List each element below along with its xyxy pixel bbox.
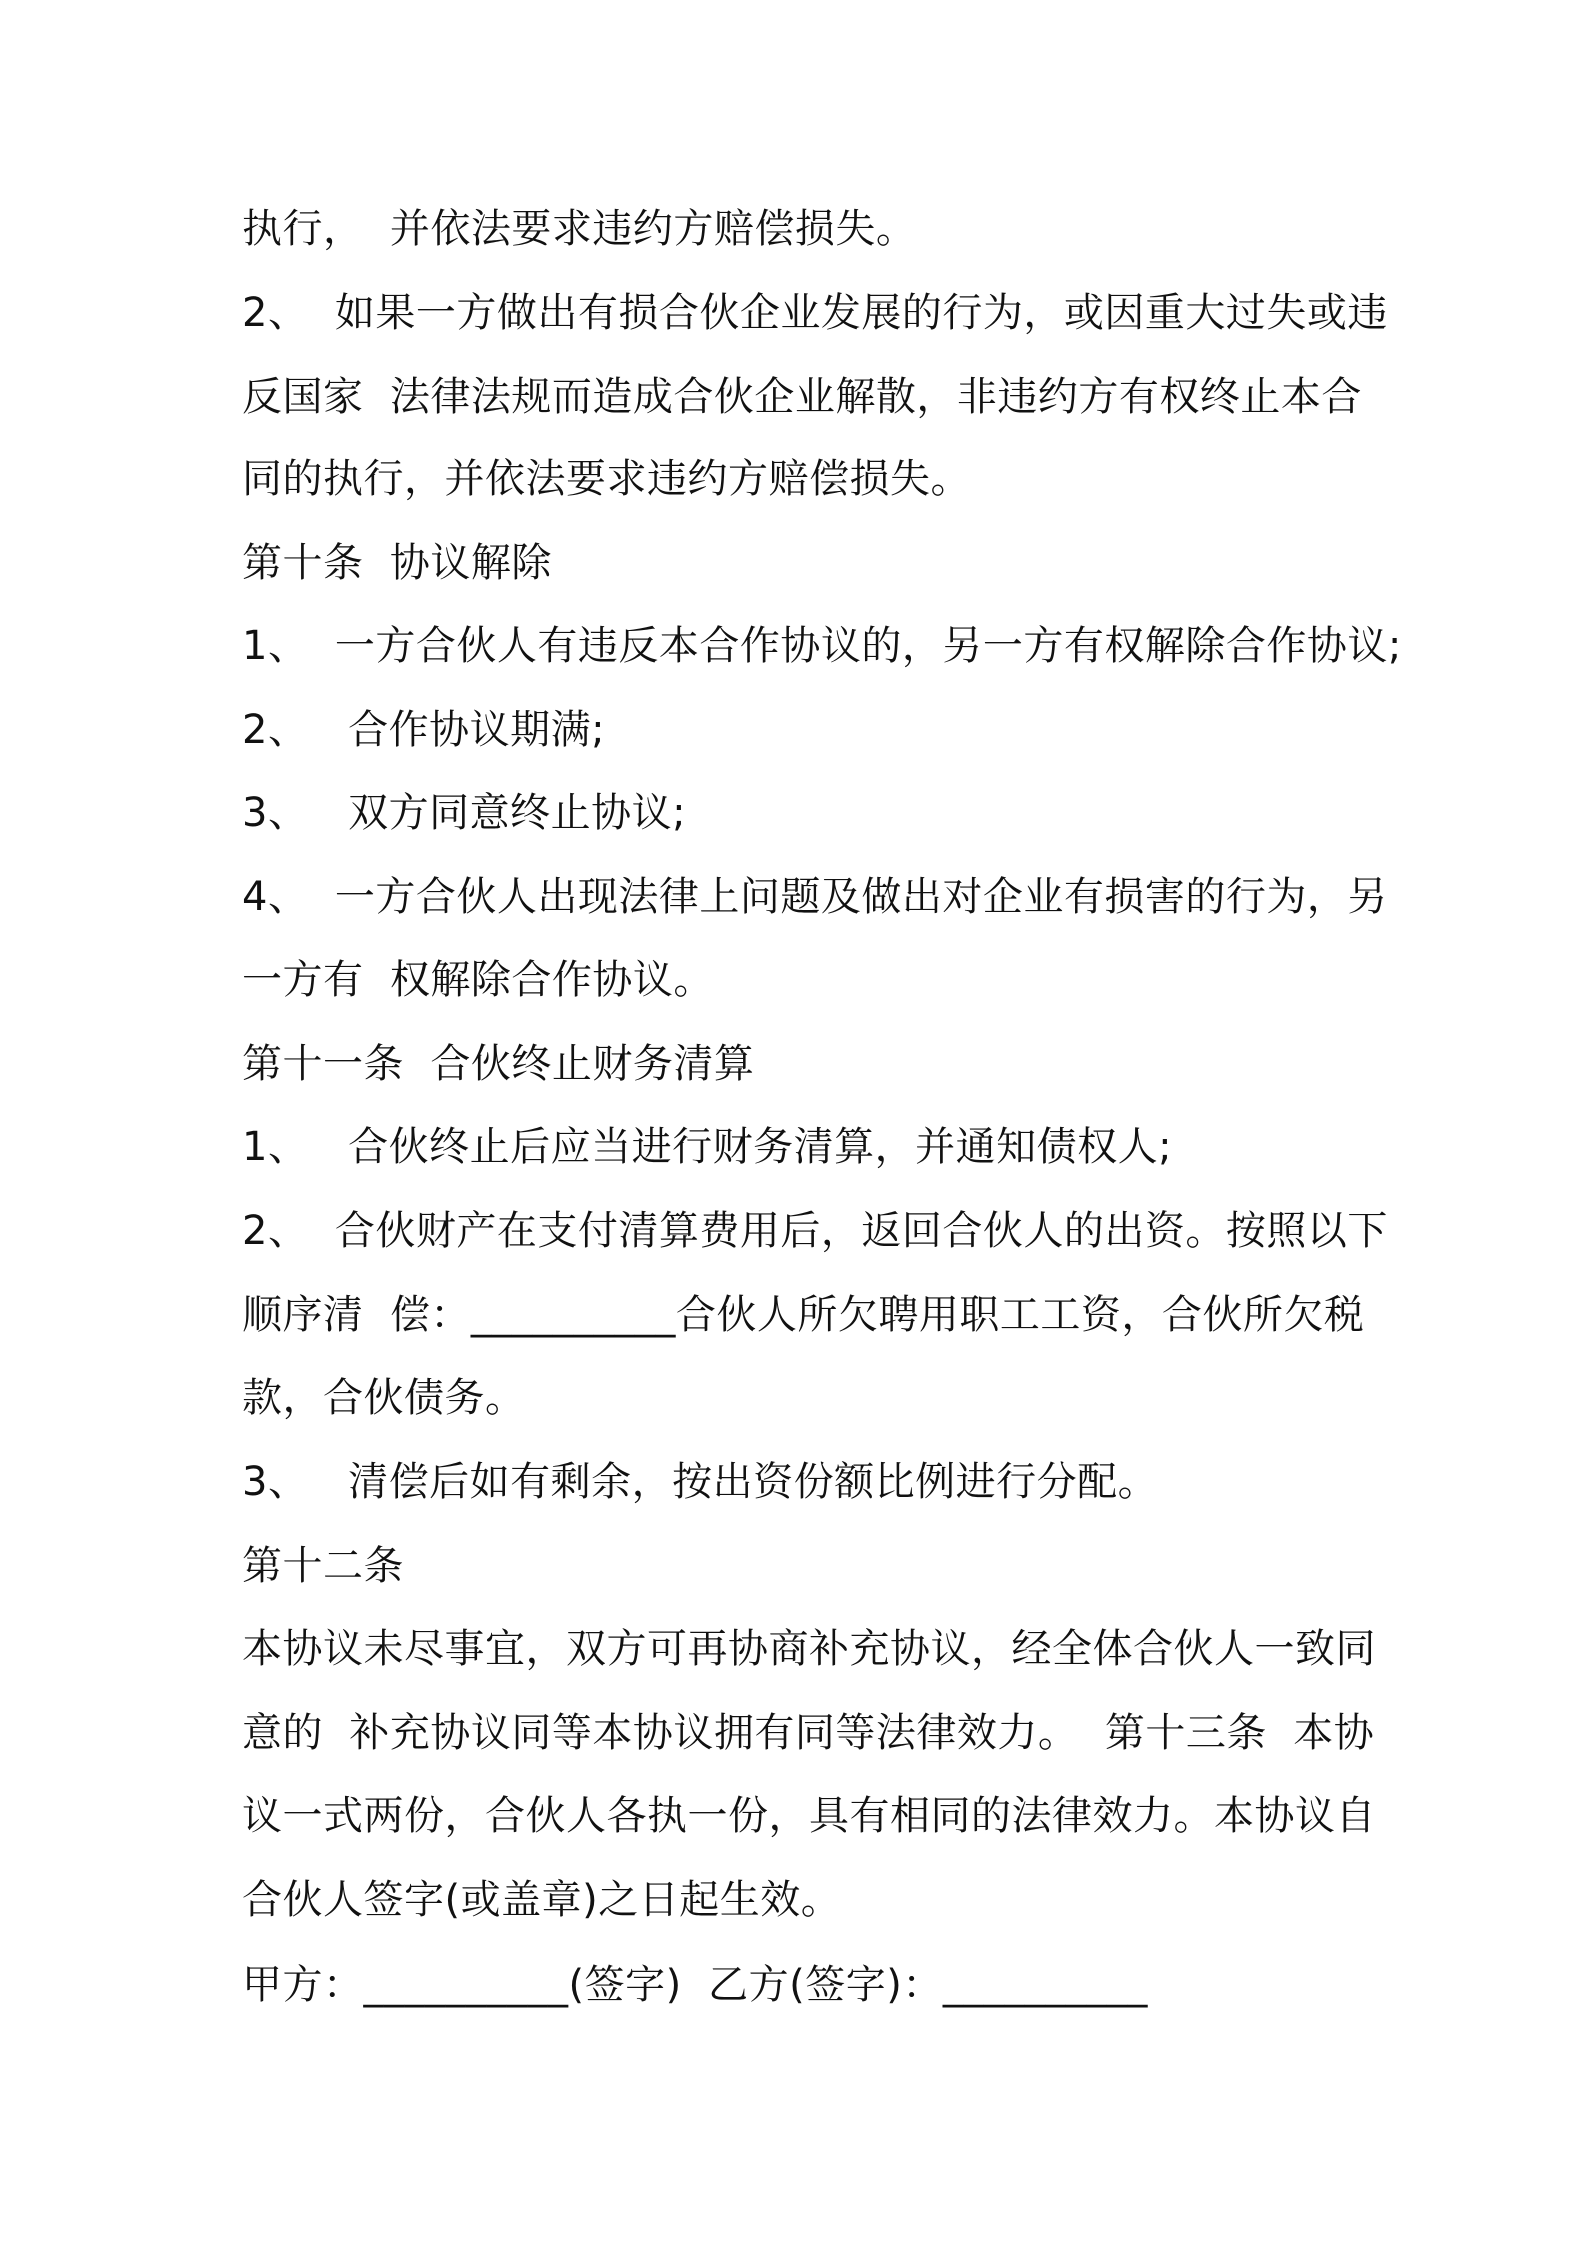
text-line: 3、 清偿后如有剩余，按出资份额比例进行分配。 — [242, 1459, 1159, 1505]
text-line: 执行， 并依法要求违约方赔偿损失。 — [242, 206, 917, 252]
text-line: 1、 一方合伙人有违反本合作协议的，另一方有权解除合作协议; — [242, 623, 1402, 669]
text-line: 同的执行，并依法要求违约方赔偿损失。 — [242, 456, 971, 502]
text-line: 顺序清 偿：__________合伙人所欠聘用职工工资，合伙所欠税 — [242, 1292, 1365, 1338]
text-line: 2、 合伙财产在支付清算费用后，返回合伙人的出资。按照以下 — [242, 1208, 1388, 1254]
text-line: 1、 合伙终止后应当进行财务清算，并通知债权人; — [242, 1124, 1173, 1170]
text-line: 2、 合作协议期满; — [242, 707, 606, 753]
text-line: 款，合伙债务。 — [242, 1375, 526, 1421]
text-line: 意的 补充协议同等本协议拥有同等法律效力。 第十三条 本协 — [242, 1710, 1375, 1756]
text-line: 本协议未尽事宜，双方可再协商补充协议，经全体合伙人一致同 — [242, 1626, 1376, 1672]
text-line: 议一式两份，合伙人各执一份，具有相同的法律效力。本协议自 — [242, 1793, 1376, 1839]
text-line: 反国家 法律法规而造成合伙企业解散，非违约方有权终止本合 — [242, 374, 1362, 420]
signature-line: 甲方：__________(签字) 乙方(签字)：__________ — [242, 1962, 1148, 2008]
section-heading: 第十条 协议解除 — [242, 540, 552, 586]
text-line: 一方有 权解除合作协议。 — [242, 957, 714, 1003]
section-heading: 第十二条 — [242, 1543, 404, 1589]
text-line: 2、 如果一方做出有损合伙企业发展的行为，或因重大过失或违 — [242, 290, 1388, 336]
text-line: 3、 双方同意终止协议; — [242, 790, 687, 836]
text-line: 合伙人签字(或盖章)之日起生效。 — [242, 1877, 842, 1923]
text-line: 4、 一方合伙人出现法律上问题及做出对企业有损害的行为，另 — [242, 874, 1388, 920]
section-heading: 第十一条 合伙终止财务清算 — [242, 1041, 755, 1087]
